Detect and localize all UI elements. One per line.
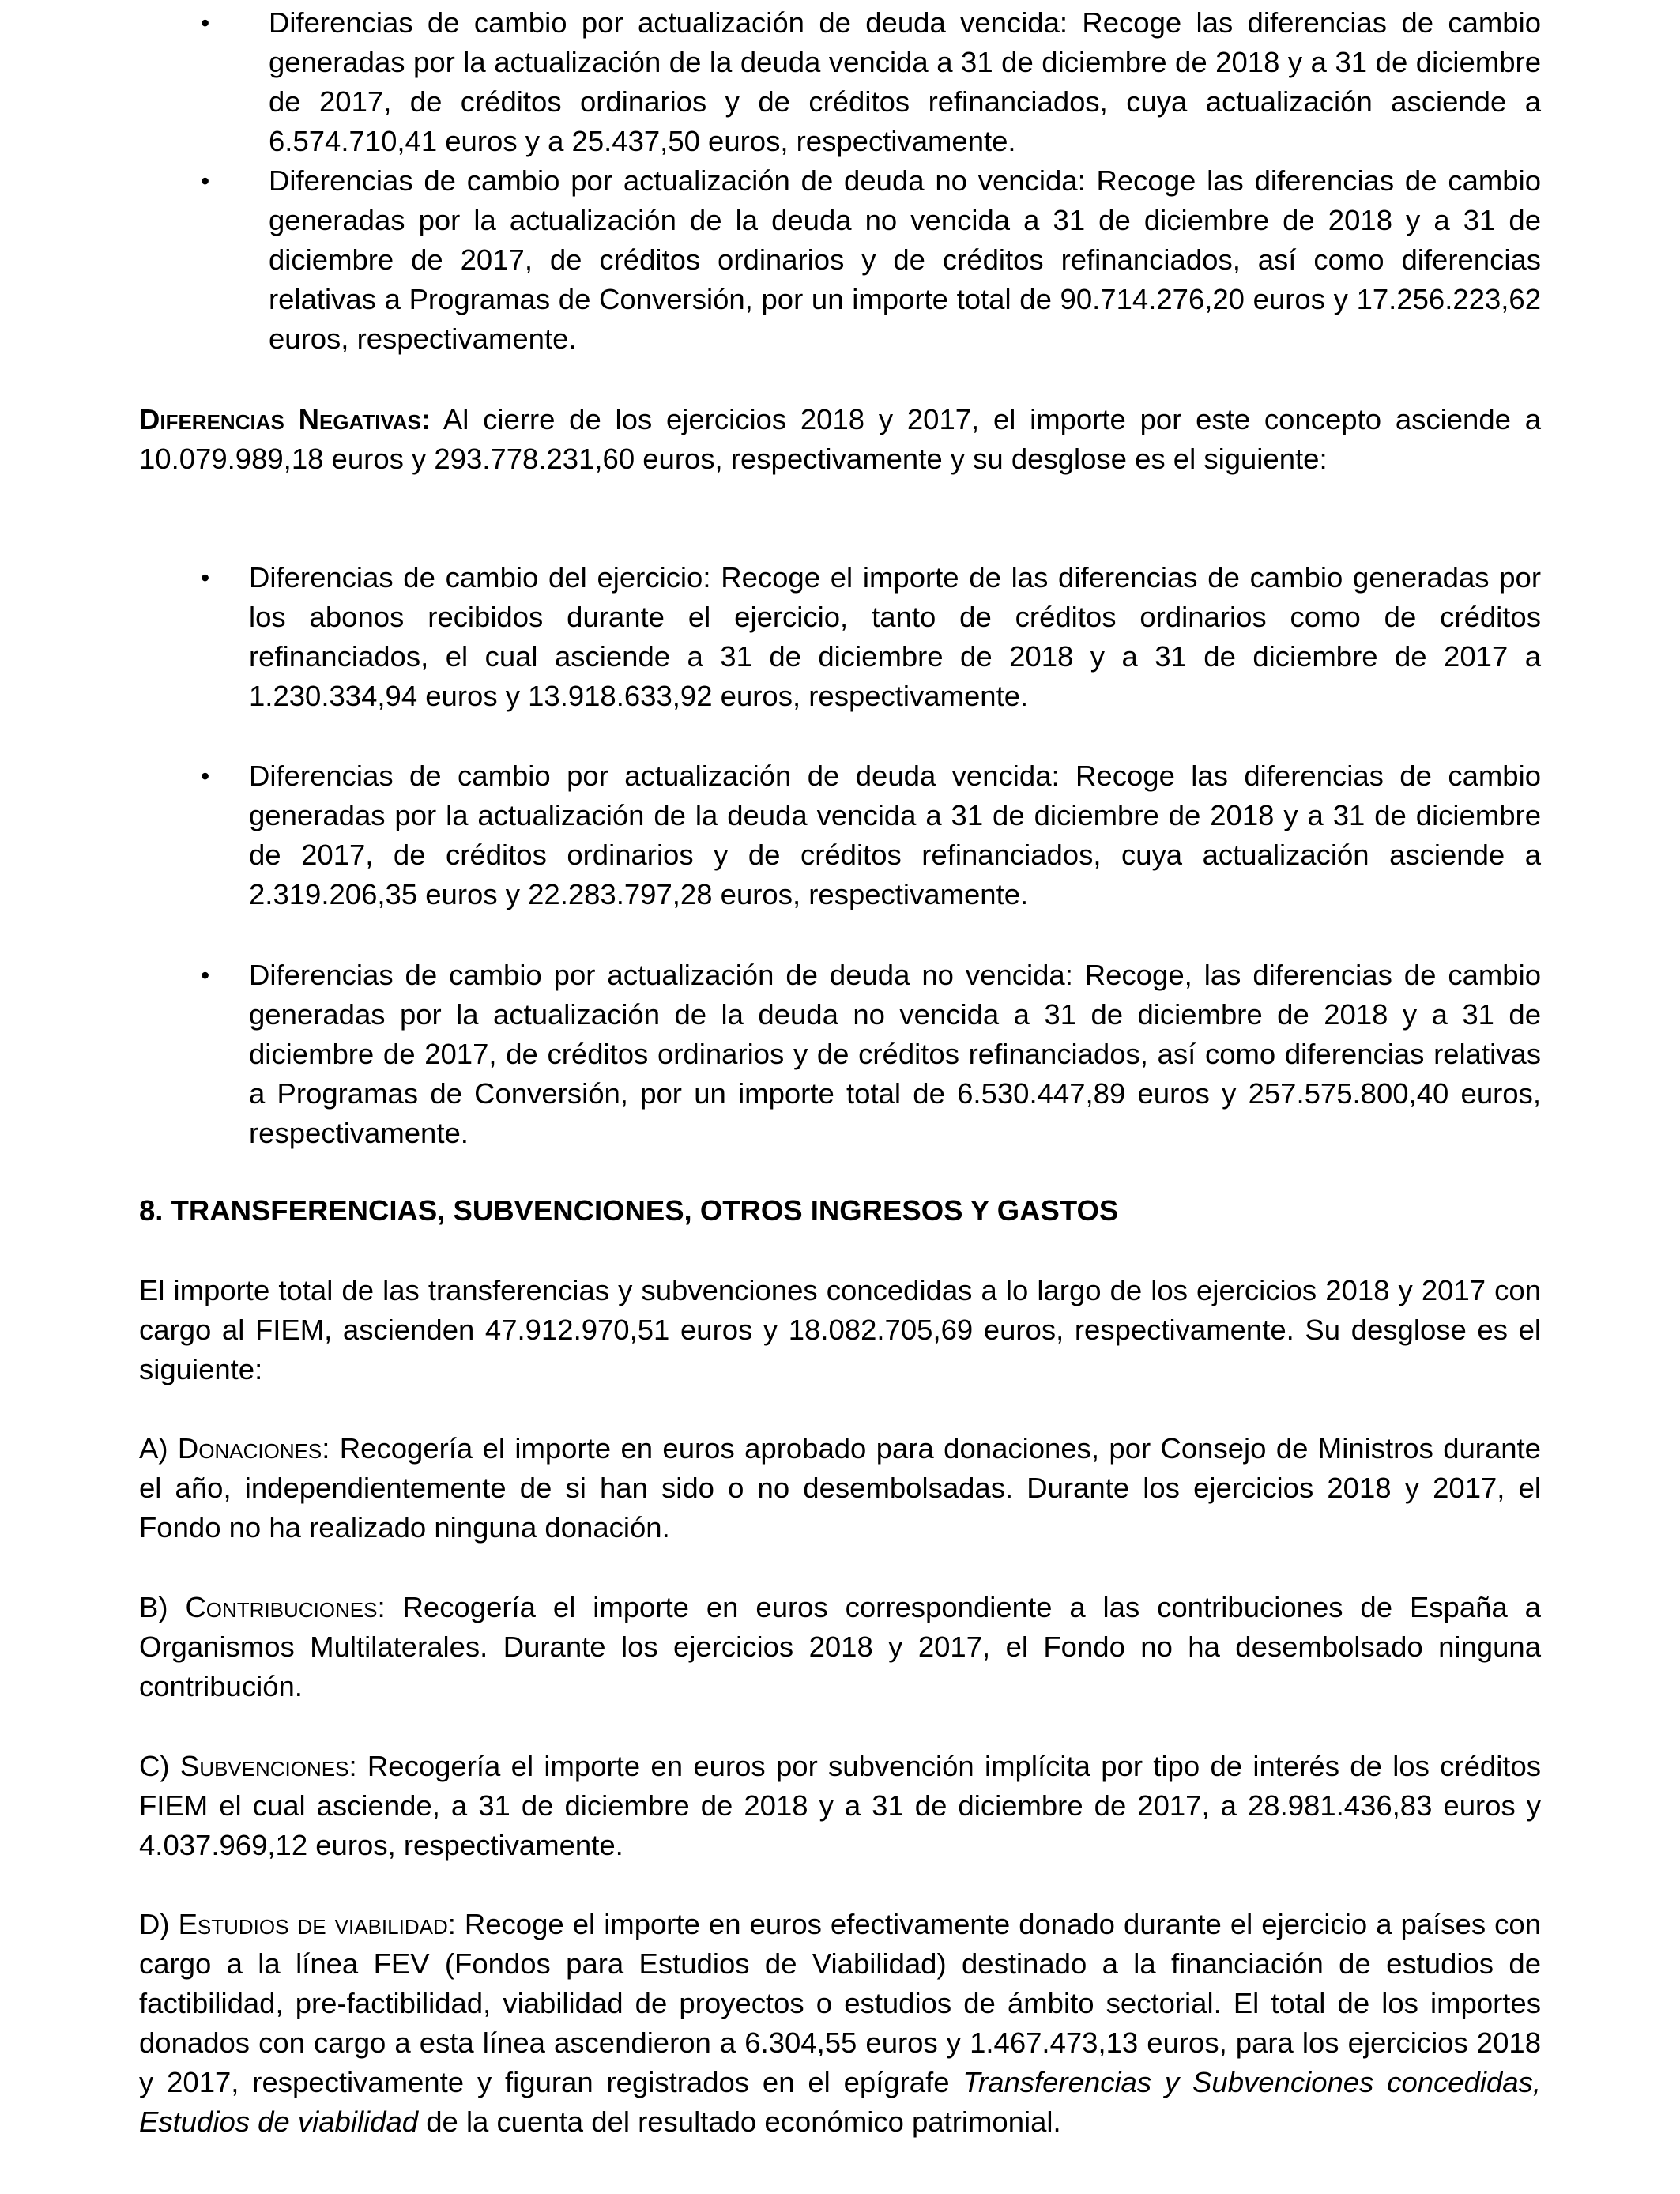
item-c-text: : Recogería el importe en euros por subvención implícita por tipo de interés de los créditos FIEM el cual asciende, a 31 de diciembre de 2018 y a 31 de diciembre de 2017, a 28.981.436,83 euros y 4.037.969,12 euros, respectivamente. bbox=[139, 1750, 1541, 1861]
list-item bbox=[201, 161, 1541, 359]
list-item-text: Diferencias de cambio por actualización de deuda no vencida: Recoge, las diferencias de cambio generadas por la actualización de la deuda no vencida a 31 de diciembre de 2018 y a 31 de diciembre de 2017, de créditos ordinarios y de créditos refinanciados, así como diferencias relativas a Programas de Conversión, por un importe total de 6.530.447,89 euros y 257.575.800,40 euros, respectivamente. bbox=[249, 959, 1541, 1149]
bullet-icon: • bbox=[201, 564, 210, 592]
section-title: 8. TRANSFERENCIAS, SUBVENCIONES, OTROS INGRESOS Y GASTOS bbox=[139, 1194, 1119, 1227]
section-intro: El importe total de las transferencias y subvenciones concedidas a lo largo de los ejercicios 2018 y 2017 con cargo al FIEM, ascienden 47.912.970,51 euros y 18.082.705,69 euros, respectivamente. Su desglose es el siguiente: bbox=[139, 1274, 1541, 1385]
item-a-text: : Recogería el importe en euros aprobado para donaciones, por Consejo de Ministros durante el año, independientemente de si han sido o no desembolsadas. Durante los ejercicios 2018 y 2017, el Fondo no ha realizado ninguna donación. bbox=[139, 1432, 1541, 1544]
list-item-text: Diferencias de cambio por actualización de deuda vencida: Recoge las diferencias de cambio generadas por la actualización de la deuda vencida a 31 de diciembre de 2018 y a 31 de diciembre de 2017, de créditos ordinarios y de créditos refinanciados, cuya actualización asciende a 2.319.206,35 euros y 22.283.797,28 euros, respectivamente. bbox=[249, 760, 1541, 910]
negativas-bullet-list bbox=[201, 558, 1541, 1153]
list-item-text: Diferencias de cambio del ejercicio: Recoge el importe de las diferencias de cambio generadas por los abonos recibidos durante el ejercicio, tanto de créditos ordinarios como de créditos refinanciados, el cual asciende a 31 de diciembre de 2018 y a 31 de diciembre de 2017 a 1.230.334,94 euros y 13.918.633,92 euros, respectivamente. bbox=[249, 561, 1541, 712]
bullet-icon: • bbox=[201, 762, 210, 790]
list-item bbox=[201, 956, 1541, 1153]
item-b-label: B) bbox=[139, 1591, 186, 1623]
list-item bbox=[201, 558, 1541, 756]
item-a-label: A) bbox=[139, 1432, 178, 1465]
negativas-paragraph bbox=[139, 400, 1541, 479]
item-a-heading: Donaciones bbox=[177, 1432, 322, 1465]
item-b-text: : Recogería el importe en euros correspondiente a las contribuciones de España a Organismos Multilaterales. Durante los ejercicios 2018 y 2017, el Fondo no ha desembolsado ninguna contribución. bbox=[139, 1591, 1541, 1702]
bullet-icon: • bbox=[201, 9, 210, 37]
bullet-icon: • bbox=[201, 167, 210, 195]
item-a-paragraph bbox=[139, 1429, 1541, 1547]
list-item bbox=[201, 756, 1541, 956]
item-b-paragraph bbox=[139, 1588, 1541, 1706]
item-c-paragraph bbox=[139, 1747, 1541, 1865]
item-d-label: D) bbox=[139, 1908, 179, 1940]
item-c-label: C) bbox=[139, 1750, 180, 1782]
negativas-heading: Diferencias Negativas: bbox=[139, 403, 431, 435]
list-item bbox=[201, 3, 1541, 161]
list-item-text: Diferencias de cambio por actualización de deuda vencida: Recoge las diferencias de cambio generadas por la actualización de la deuda vencida a 31 de diciembre de 2018 y a 31 de diciembre de 2017, de créditos ordinarios y de créditos refinanciados, cuya actualización asciende a 6.574.710,41 euros y a 25.437,50 euros, respectivamente. bbox=[269, 6, 1541, 157]
item-d-paragraph bbox=[139, 1905, 1541, 2142]
top-bullet-list bbox=[201, 3, 1541, 359]
item-d-text: : Recoge el importe en euros efectivamente donado durante el ejercicio a países con cargo a la línea FEV (Fondos para Estudios de Viabilidad) destinado a la financiación de estudios de factibilidad, pre-factibilidad, viabilidad de proyectos o estudios de ámbito sectorial. El total de los importes donados con cargo a esta línea ascendieron a 6.304,55 euros y 1.467.473,13 euros, para los ejercicios 2018 y 2017, respectivamente y figuran registrados en el epígrafe bbox=[139, 1908, 1541, 2098]
item-d-tail-text: de la cuenta del resultado económico patrimonial. bbox=[418, 2105, 1061, 2138]
bullet-icon: • bbox=[201, 961, 210, 990]
item-c-heading: Subvenciones bbox=[179, 1750, 349, 1782]
list-item-text: Diferencias de cambio por actualización de deuda no vencida: Recoge las diferencias de cambio generadas por la actualización de la deuda no vencida a 31 de diciembre de 2018 y a 31 de diciembre de 2017, de créditos ordinarios y de créditos refinanciados, así como diferencias relativas a Programas de Conversión, por un importe total de 90.714.276,20 euros y 17.256.223,62 euros, respectivamente. bbox=[269, 164, 1541, 355]
negativas-text: Al cierre de los ejercicios 2018 y 2017, el importe por este concepto asciende a 10.079.989,18 euros y 293.778.231,60 euros, respectivamente y su desglose es el siguiente: bbox=[139, 403, 1541, 475]
item-d-italic-text: Transferencias y Subvenciones concedidas, Estudios de viabilidad bbox=[139, 2066, 1542, 2138]
item-b-heading: Contribuciones bbox=[185, 1591, 378, 1623]
item-d-heading: Estudios de viabilidad bbox=[178, 1908, 448, 1940]
